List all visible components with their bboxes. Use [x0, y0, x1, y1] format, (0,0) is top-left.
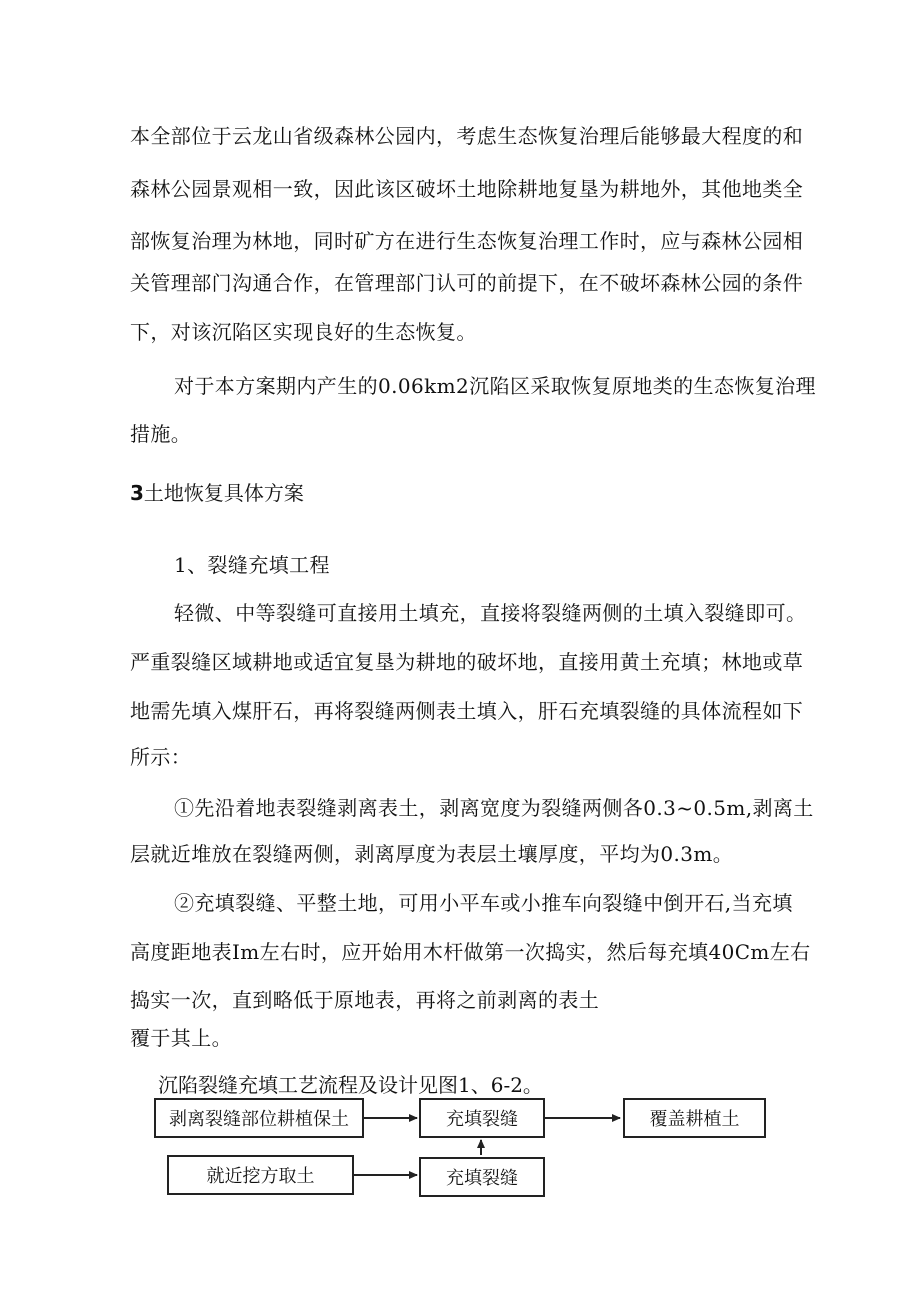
paragraph-line: 本全部位于云龙山省级森林公园内，考虑生态恢复治理后能够最大程度的和 — [130, 124, 804, 148]
section-heading — [130, 479, 304, 507]
paragraph-line: 部恢复治理为林地，同时矿方在进行生态恢复治理工作时，应与森林公园相 — [130, 229, 804, 253]
paragraph-line: 措施。 — [130, 422, 192, 446]
flow-box-cover-soil: 覆盖耕植土 — [623, 1098, 766, 1138]
paragraph-line: ②充填裂缝、平整土地，可用小平车或小推车向裂缝中倒开石,当充填 — [174, 891, 793, 915]
subsection-heading: 1、裂缝充填工程 — [174, 553, 330, 577]
paragraph-line: 高度距地表Im左右时，应开始用木杆做第一次捣实，然后每充填40Cm左右 — [130, 940, 811, 964]
paragraph-line: 层就近堆放在裂缝两侧，剥离厚度为表层土壤厚度，平均为0.3m。 — [130, 842, 734, 866]
flow-box-fill-crack: 充填裂缝 — [419, 1098, 545, 1138]
flow-box-fill-crack-2: 充填裂缝 — [419, 1157, 545, 1197]
paragraph-line: 所示： — [130, 745, 192, 769]
figure-caption: 沉陷裂缝充填工艺流程及设计见图1、6-2。 — [158, 1073, 543, 1097]
flow-box-strip-topsoil: 剥离裂缝部位耕植保土 — [154, 1098, 364, 1138]
paragraph-line: 森林公园景观相一致，因此该区破坏土地除耕地复垦为耕地外，其他地类全 — [130, 177, 804, 201]
flow-box-borrow-soil: 就近挖方取土 — [167, 1155, 354, 1195]
paragraph-line: 捣实一次，直到略低于原地表，再将之前剥离的表土 — [130, 988, 600, 1012]
paragraph-line: 地需先填入煤肝石，再将裂缝两侧表土填入，肝石充填裂缝的具体流程如下 — [130, 699, 804, 723]
paragraph-line: 覆于其上。 — [130, 1026, 232, 1050]
paragraph-line: 严重裂缝区域耕地或适宜复垦为耕地的破坏地，直接用黄土充填；林地或草 — [130, 650, 804, 674]
paragraph-line: 关管理部门沟通合作，在管理部门认可的前提下，在不破坏森林公园的条件 — [130, 271, 804, 295]
paragraph-line: ①先沿着地表裂缝剥离表土，剥离宽度为裂缝两侧各0.3~0.5m,剥离土 — [174, 796, 814, 820]
section-title: 土地恢复具体方案 — [143, 481, 304, 505]
section-number: 3 — [130, 481, 144, 505]
paragraph-line: 轻微、中等裂缝可直接用土填充，直接将裂缝两侧的土填入裂缝即可。 — [174, 601, 807, 625]
paragraph-line: 对于本方案期内产生的0.06km2沉陷区采取恢复原地类的生态恢复治理 — [174, 374, 816, 398]
paragraph-line: 下，对该沉陷区实现良好的生态恢复。 — [130, 320, 477, 344]
